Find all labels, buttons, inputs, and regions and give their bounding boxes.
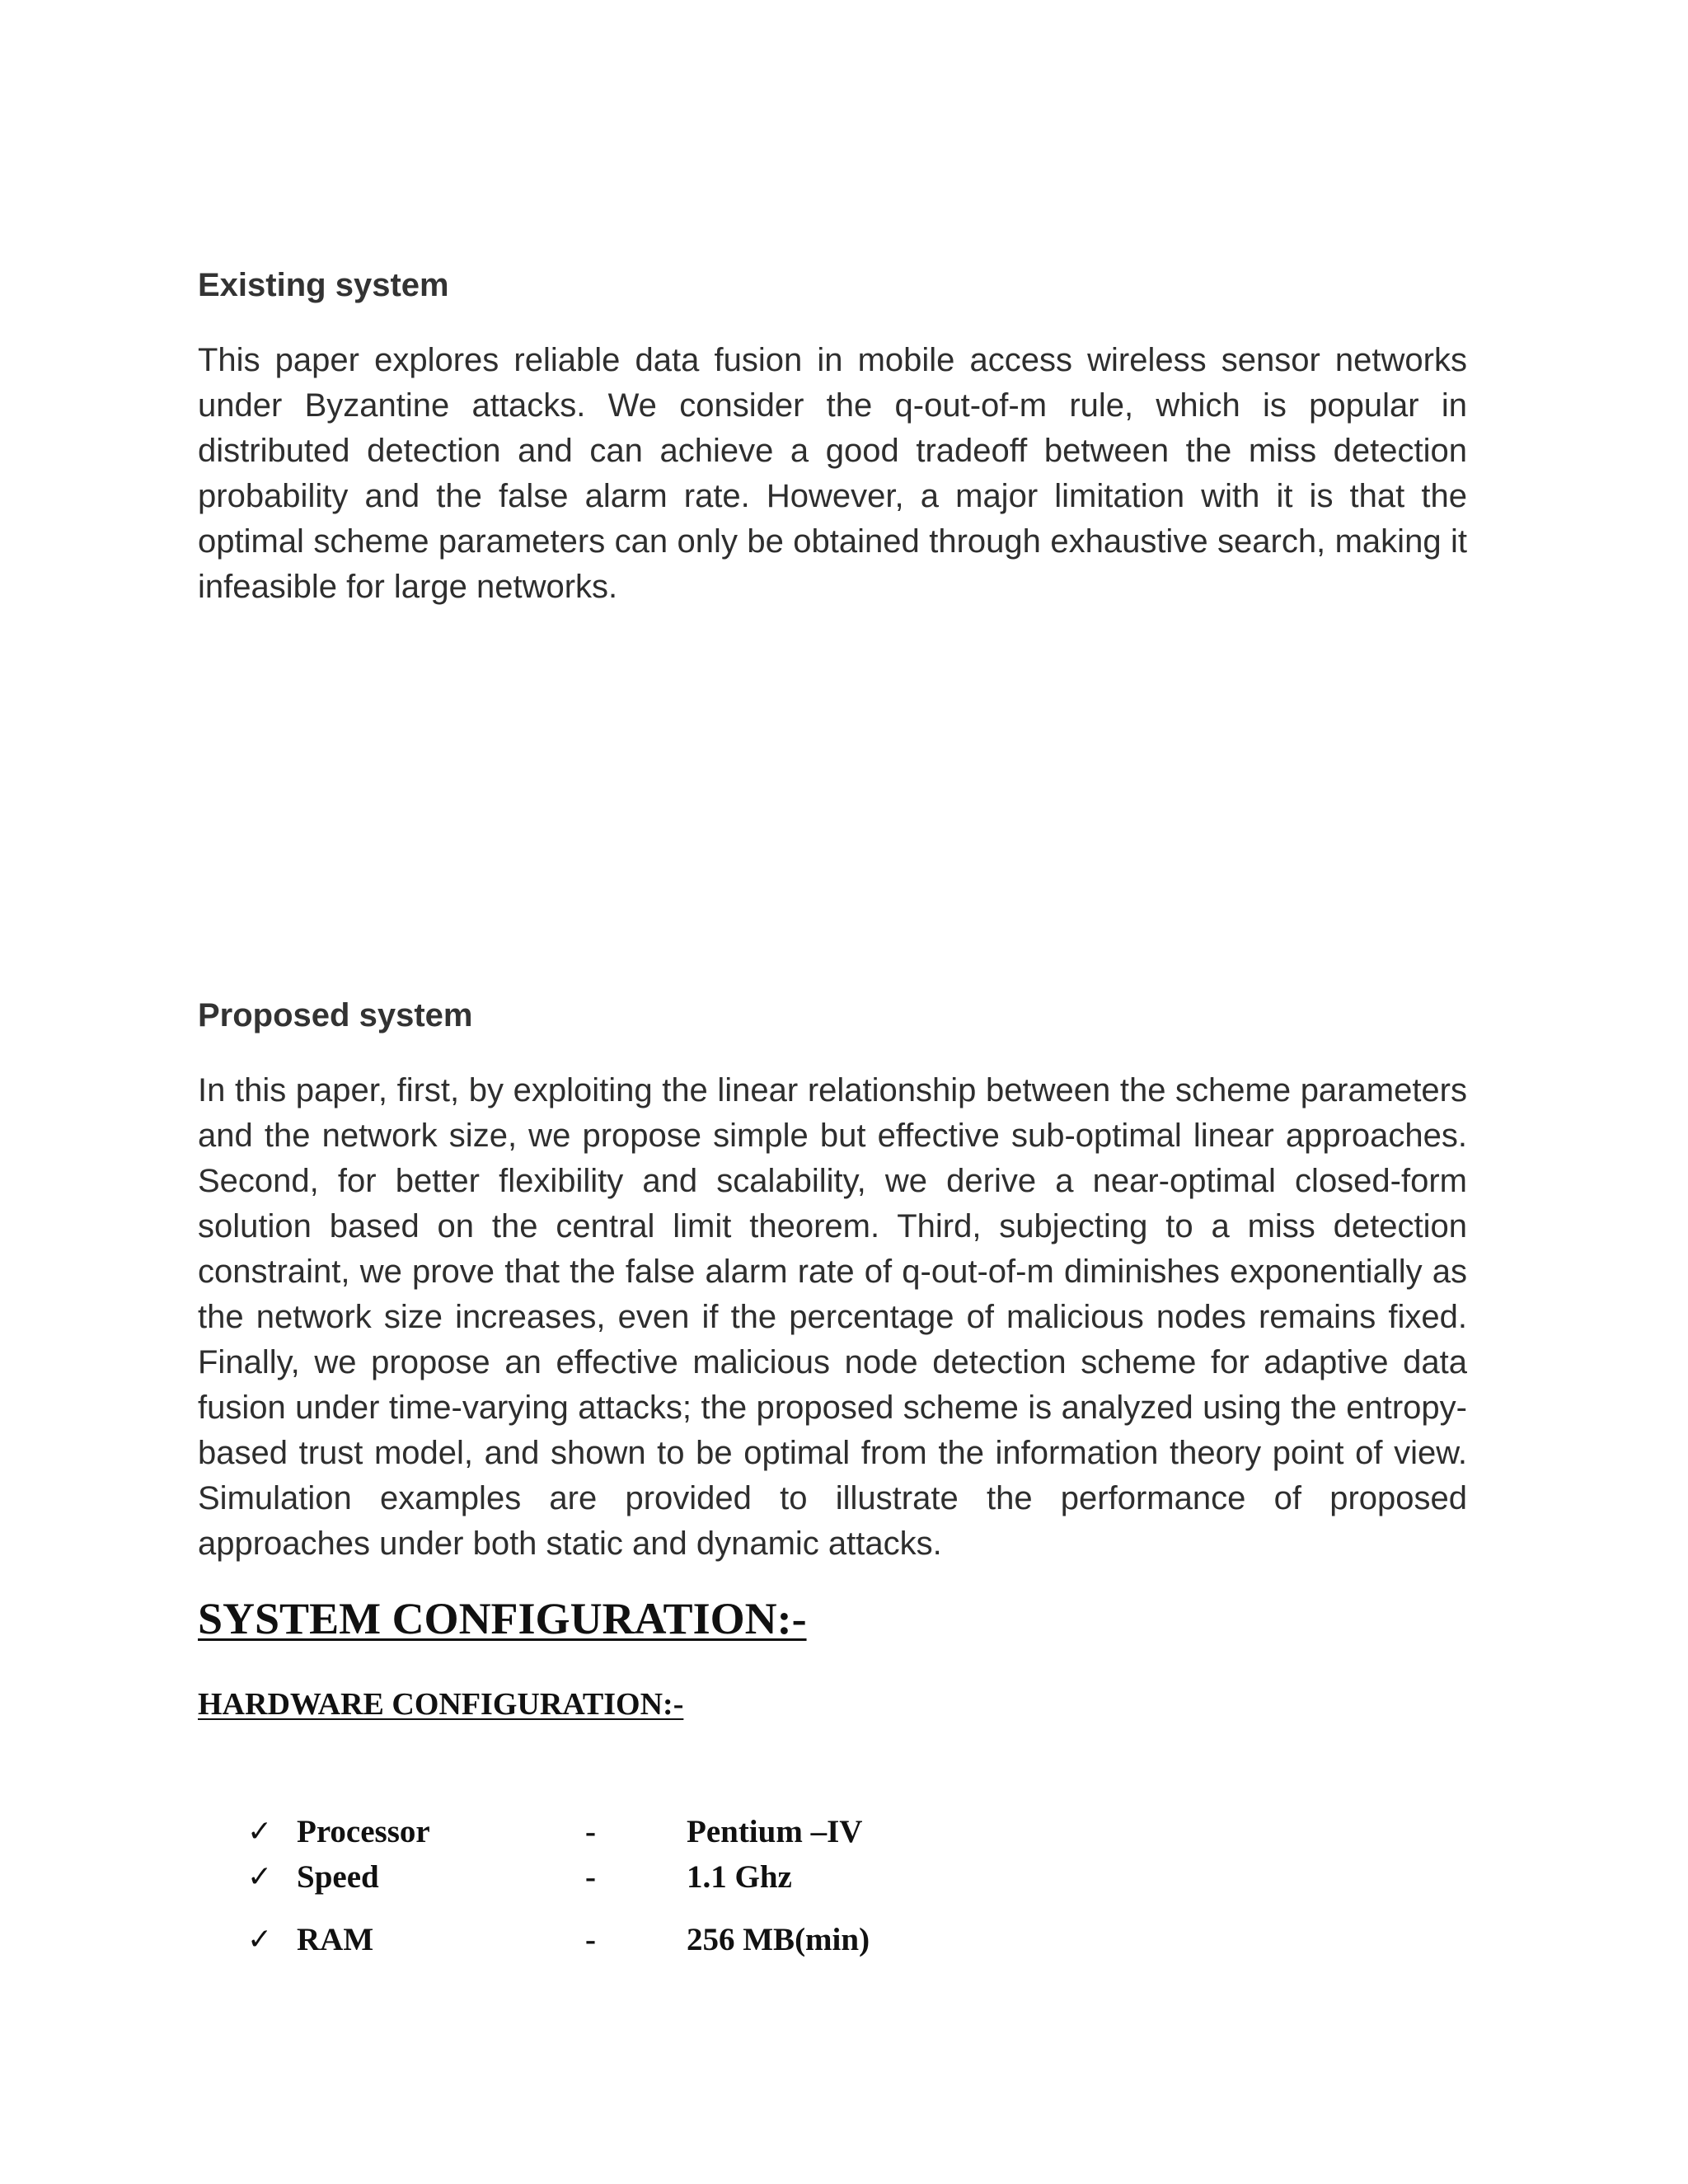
checkmark-icon: ✓ — [247, 1815, 273, 1849]
spec-separator: - — [585, 1814, 596, 1849]
checkmark-icon: ✓ — [247, 1860, 273, 1894]
spec-value: 1.1 Ghz — [687, 1859, 792, 1895]
proposed-system-heading: Proposed system — [198, 997, 473, 1033]
system-configuration-title: SYSTEM CONFIGURATION:- — [198, 1594, 807, 1643]
existing-system-heading: Existing system — [198, 267, 449, 303]
spec-separator: - — [585, 1859, 596, 1895]
checkmark-icon: ✓ — [247, 1923, 273, 1957]
spec-name: Processor — [297, 1814, 430, 1849]
spec-name: Speed — [297, 1859, 379, 1895]
spec-separator: - — [585, 1922, 596, 1957]
existing-system-paragraph: This paper explores reliable data fusion in mobile access wireless sensor networks under Byzantine attacks. We consider the q-out-of-m rule, which is popular in distributed detection and can achieve a good tradeoff between the miss detection probability and the false alarm rate. However, a major limitation with it is that the optimal scheme parameters can only be obtained through exhaustive search, making it infeasible for large networks. — [198, 342, 1467, 605]
spec-value: Pentium –IV — [687, 1814, 863, 1849]
spec-value: 256 MB(min) — [687, 1922, 870, 1957]
hardware-configuration-title: HARDWARE CONFIGURATION:- — [198, 1687, 684, 1722]
spec-name: RAM — [297, 1922, 374, 1957]
proposed-system-paragraph: In this paper, first, by exploiting the linear relationship between the scheme parameters and the network size, we propose simple but effective sub-optimal linear approaches. Second, for better flexibility and scalability, we derive a near-optimal closed-form solution based on the central limit theorem. Third, subjecting to a miss detection constraint, we prove that the false alarm rate of q-out-of-m diminishes exponentially as the network size increases, even if the percentage of malicious nodes remains fixed. Finally, we propose an effective malicious node detection scheme for adaptive data fusion under time-varying attacks; the proposed scheme is analyzed using the entropy-based trust model, and shown to be optimal from the information theory point of view. Simulation examples are provided to illustrate the performance of proposed approaches under both static and dynamic attacks. — [198, 1072, 1467, 1562]
